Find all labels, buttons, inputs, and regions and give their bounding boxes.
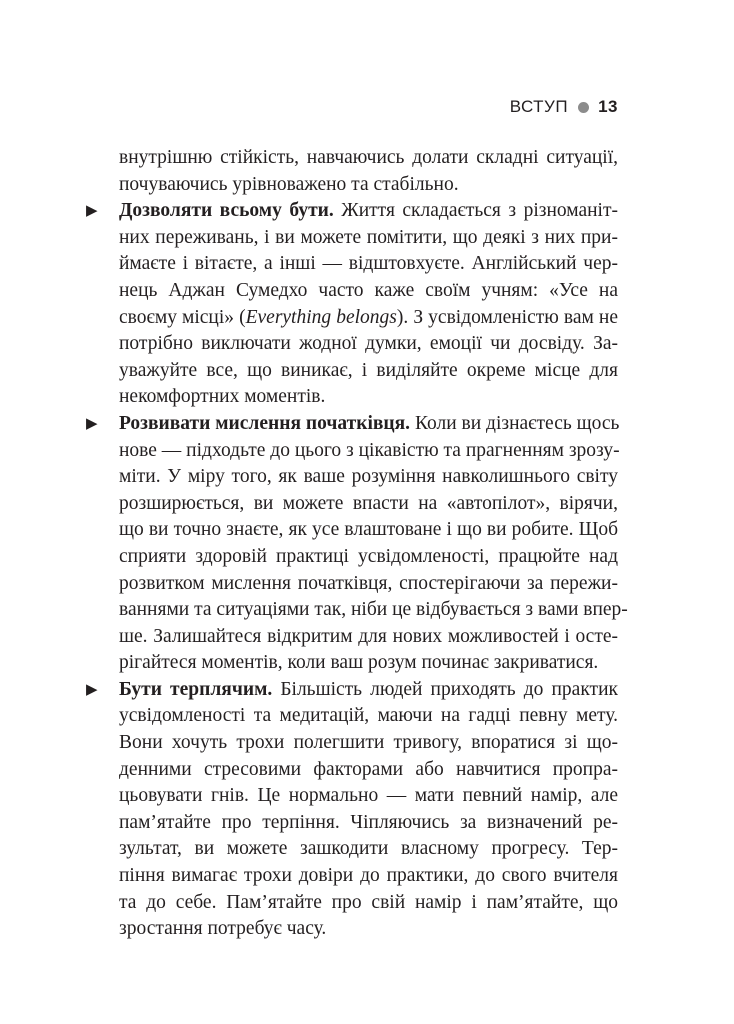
section-title: ВСТУП [509, 97, 569, 116]
list-item-title: Бути терплячим. [119, 678, 273, 700]
body-line: них переживань, і ви можете помітити, що деякі з них при- [119, 226, 618, 248]
body-line: та до себе. Пам’ятайте про свій намір і пам’ятайте, що [119, 891, 618, 913]
triangle-bullet-icon: ▶ [86, 681, 98, 698]
list-item-title: Дозволяти всьому бути. [119, 200, 334, 222]
body-line: уважуйте все, що виникає, і виділяйте окреме місце для [119, 359, 618, 381]
body-line: денними стресовими факторами або навчитися пропра- [119, 758, 618, 780]
body-line: пам’ятайте про терпіння. Чіпляючись за визначений ре- [119, 811, 618, 833]
body-text: Життя складається з різноманіт- [333, 200, 618, 222]
body-line: почуваючись урівноважено та стабільно. [119, 173, 459, 195]
bullet-dot-icon [578, 102, 589, 113]
body-line: внутрішню стійкість, навчаючись долати складні ситуації, [119, 147, 618, 168]
body-line: нове — підходьте до цього з цікавістю та прагненням зрозу- [119, 439, 620, 461]
body-line: зростання потребує часу. [119, 918, 327, 940]
body-line: нець Аджан Сумедхо часто каже своїм учням: «Усе на [119, 279, 618, 301]
body-text: Більшість людей приходять до практик [272, 678, 618, 700]
body-line: потрібно виключати жодної думки, емоції чи досвіду. За- [119, 333, 618, 355]
body-line: ваннями та ситуаціями так, ніби це відбувається з вами впер- [119, 599, 628, 621]
body-line: цьовувати гнів. Це нормально — мати певний намір, але [119, 785, 618, 807]
body-line: ше. Залишайтеся відкритим для нових можливостей і осте- [119, 625, 618, 647]
body-line: що ви точно знаєте, як усе влаштоване і що ви робите. Щоб [119, 519, 618, 541]
body-text: ). З усвідомленістю вам не [396, 306, 619, 328]
running-header [510, 97, 618, 117]
body-line [86, 305, 618, 332]
list-item-first-line [86, 411, 618, 438]
triangle-bullet-icon: ▶ [86, 415, 98, 432]
body-line: сприяти здоровій практиці усвідомленості, працюйте над [119, 545, 618, 567]
list-item-title: Розвивати мислення початківця. [119, 412, 411, 434]
body-line: усвідомленості та медитацій, маючи на гадці певну мету. [119, 705, 618, 727]
body-line: розвитком мислення початківця, спостерігаючи за пережи- [119, 572, 618, 594]
list-item-first-line [86, 198, 618, 225]
body-line: ймаєте і вітаєте, а інші — відштовхуєте. Англійський чер- [119, 253, 618, 275]
body-line: зультат, ви можете зашкодити власному прогресу. Тер- [119, 838, 618, 860]
triangle-bullet-icon: ▶ [86, 203, 98, 220]
body-line: міти. У міру того, як ваше розуміння навколишнього світу [119, 466, 618, 488]
italic-phrase: Everything belongs [245, 306, 397, 328]
list-item-first-line [86, 677, 618, 704]
page-number: 13 [598, 97, 618, 116]
body-text: своєму місці» ( [119, 306, 246, 328]
body-line: розширюється, ви можете впасти на «автопілот», вірячи, [119, 492, 618, 514]
page-body [86, 145, 628, 943]
body-line: піння вимагає трохи довіри до практики, до свого вчителя [119, 865, 618, 887]
body-line: рігайтеся моментів, коли ваш розум починає закриватися. [119, 652, 599, 674]
body-line: некомфортних моментів. [119, 386, 326, 408]
body-text: Коли ви дізнаєтесь щось [410, 412, 620, 434]
body-line: Вони хочуть трохи полегшити тривогу, впоратися зі що- [119, 732, 618, 754]
